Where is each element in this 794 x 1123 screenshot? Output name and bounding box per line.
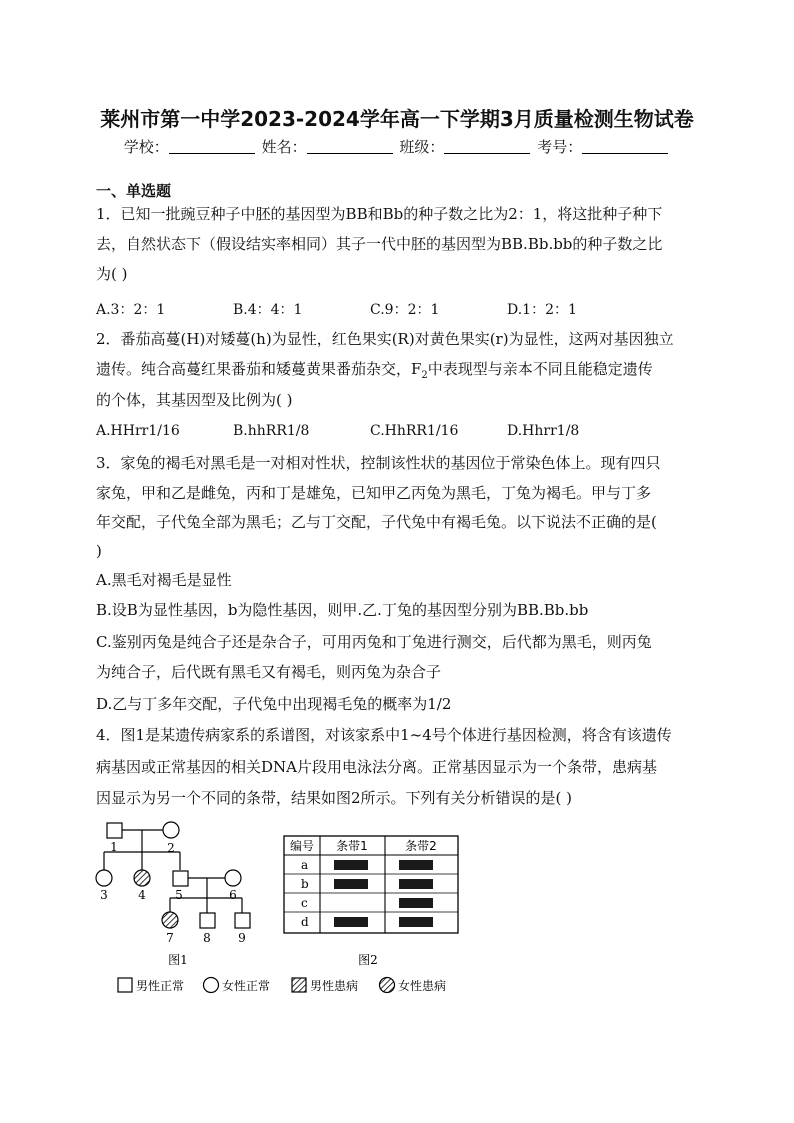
section-heading: 一、单选题 <box>96 182 172 200</box>
table-header-id: 编号 <box>289 839 315 853</box>
q3-line1: 3．家兔的褐毛对黑毛是一对相对性状，控制该性状的基因位于常染色体上。现有四只 <box>96 454 661 472</box>
legend-female-affected-icon <box>380 978 395 993</box>
band-c-2 <box>399 898 433 908</box>
pedigree-4-female-affected <box>134 870 150 886</box>
school-label: 学校： <box>123 138 169 156</box>
q3-option-d: D.乙与丁多年交配，子代兔中出现褐毛兔的概率为1/2 <box>96 695 452 713</box>
number-label: 考号： <box>537 138 583 156</box>
legend-male-normal-icon <box>118 978 132 992</box>
figure2-caption: 图2 <box>358 953 378 967</box>
q1-option-b: B.4：4：1 <box>233 302 303 318</box>
band-b-1 <box>334 879 368 889</box>
q2-line2: 遗传。纯合高蔓红果番茄和矮蔓黄果番茄杂交，$F_2$中表现型与亲本不同且能稳定遗传 <box>96 360 653 381</box>
q2-option-d: D.Hhrr1/8 <box>507 423 580 439</box>
q1-option-d: D.1：2：1 <box>507 302 577 318</box>
q4-line2: 病基因或正常基因的相关DNA片段用电泳法分离。正常基因显示为一个条带，患病基 <box>96 758 657 776</box>
q4-line3: 因显示为另一个不同的条带，结果如图2所示。下列有关分析错误的是( ) <box>96 789 573 807</box>
q2-option-a: A.HHrr1/16 <box>96 423 180 439</box>
pedigree-6-female-normal <box>225 870 241 886</box>
q3-line3: 年交配，子代兔全部为黑毛；乙与丁交配，子代兔中有褐毛兔。以下说法不正确的是( <box>96 513 657 531</box>
pedigree-label-7: 7 <box>166 931 174 945</box>
q1-line3: 为( ) <box>96 265 128 283</box>
q2-line1: 2．番茄高蔓(H)对矮蔓(h)为显性，红色果实(R)对黄色果实(r)为显性，这两对基因独立 <box>96 330 674 348</box>
q3-option-a: A.黑毛对褐毛是显性 <box>96 571 232 589</box>
legend-female-normal-icon <box>204 978 219 993</box>
pedigree-label-4: 4 <box>138 888 146 902</box>
q1-option-a: A.3：2：1 <box>96 302 166 318</box>
pedigree-label-8: 8 <box>203 931 211 945</box>
q3-option-c-line2: 为纯合子，后代既有黑毛又有褐毛，则丙兔为杂合子 <box>96 663 442 681</box>
pedigree-label-5: 5 <box>175 888 183 902</box>
band-a-1 <box>334 860 368 870</box>
q2-option-b: B.hhRR1/8 <box>233 423 310 439</box>
q1-line1: 1．已知一批豌豆种子中胚的基因型为BB和Bb的种子数之比为2：1，将这批种子种下 <box>96 205 663 223</box>
pedigree-9-male-normal <box>235 913 250 928</box>
pedigree-7-female-affected <box>162 912 178 928</box>
table-row-id-d: d <box>301 915 309 929</box>
page-title: 莱州市第一中学2023-2024学年高一下学期3月质量检测生物试卷 <box>100 107 694 131</box>
pedigree-8-male-normal <box>200 913 215 928</box>
pedigree-label-2: 2 <box>167 841 175 855</box>
legend-female-affected-label: 女性患病 <box>398 979 447 993</box>
name-label: 姓名： <box>261 138 307 156</box>
q4-line1: 4．图1是某遗传病家系的系谱图，对该家系中1~4号个体进行基因检测，将含有该遗传 <box>96 726 672 744</box>
legend-male-affected-icon <box>292 978 306 992</box>
q3-option-b: B.设B为显性基因，b为隐性基因，则甲.乙.丁兔的基因型分别为BB.Bb.bb <box>96 601 589 619</box>
q1-line2: 去，自然状态下（假设结实率相同）其子一代中胚的基因型为BB.Bb.bb的种子数之比 <box>96 235 663 253</box>
table-header-band2: 条带2 <box>405 839 437 853</box>
q3-option-c-line1: C.鉴别丙兔是纯合子还是杂合子，可用丙兔和丁兔进行测交，后代都为黑毛，则丙兔 <box>96 633 652 651</box>
q2-option-c: C.HhRR1/16 <box>370 423 459 439</box>
table-row-id-a: a <box>301 858 309 872</box>
band-d-2 <box>399 917 433 927</box>
q3-line4: ) <box>96 542 102 560</box>
pedigree-5-male-normal <box>173 871 188 886</box>
legend-male-normal-label: 男性正常 <box>136 979 185 993</box>
pedigree-chart <box>96 822 250 928</box>
q2-line3: 的个体，其基因型及比例为( ) <box>96 391 293 409</box>
table-header-band1: 条带1 <box>336 839 368 853</box>
band-d-1 <box>334 917 368 927</box>
pedigree-label-6: 6 <box>229 888 237 902</box>
pedigree-label-9: 9 <box>238 931 246 945</box>
q1-option-c: C.9：2：1 <box>370 302 440 318</box>
pedigree-label-3: 3 <box>100 888 108 902</box>
pedigree-3-female-normal <box>96 870 112 886</box>
band-b-2 <box>399 879 433 889</box>
pedigree-label-1: 1 <box>110 840 118 854</box>
q3-line2: 家兔，甲和乙是雌兔，丙和丁是雄兔，已知甲乙丙兔为黑毛，丁兔为褐毛。甲与丁多 <box>96 484 652 502</box>
class-label: 班级： <box>399 138 445 156</box>
legend-male-affected-label: 男性患病 <box>310 979 359 993</box>
table-row-id-c: c <box>301 896 308 910</box>
legend-female-normal-label: 女性正常 <box>222 979 271 993</box>
figure1-caption: 图1 <box>168 953 188 967</box>
pedigree-1-male-normal <box>107 823 122 838</box>
table-row-id-b: b <box>301 877 309 891</box>
pedigree-2-female-normal <box>163 822 179 838</box>
band-a-2 <box>399 860 433 870</box>
electrophoresis-table <box>284 836 458 967</box>
